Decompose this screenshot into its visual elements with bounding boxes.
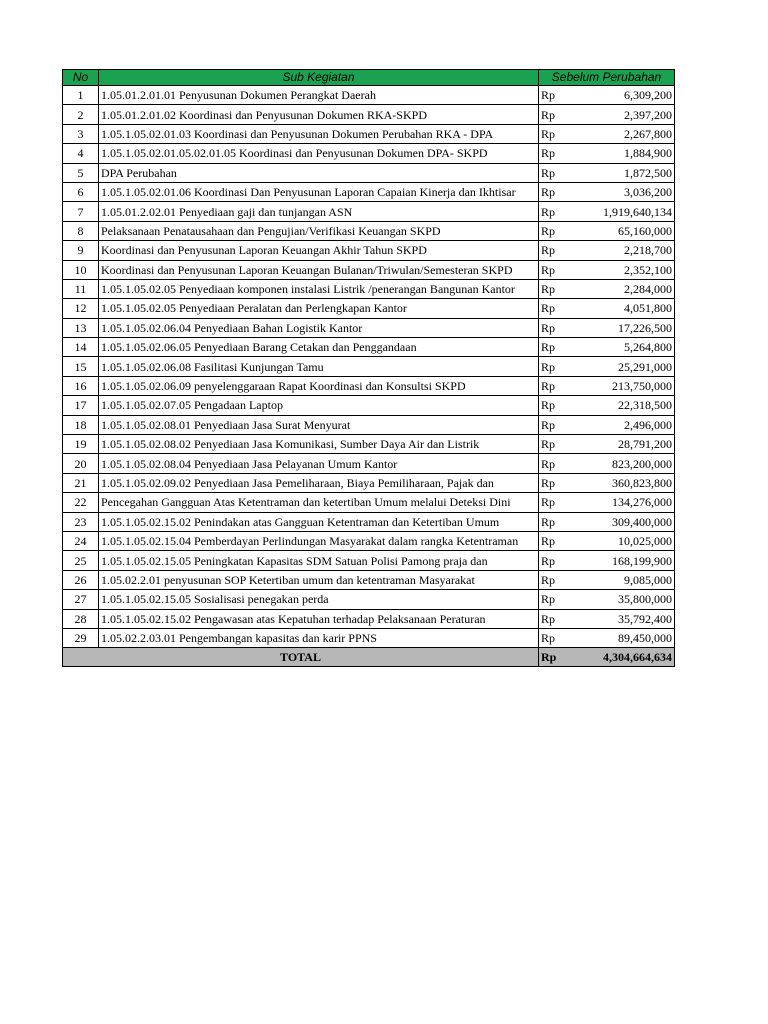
row-currency: Rp bbox=[539, 241, 580, 260]
table-row bbox=[63, 435, 675, 454]
table-row bbox=[63, 241, 675, 260]
row-sub-kegiatan: 1.05.1.05.02.06.09 penyelenggaraan Rapat Koordinasi dan Konsultsi SKPD bbox=[99, 376, 539, 395]
row-sub-kegiatan: 1.05.1.05.02.15.05 Peningkatan Kapasitas SDM Satuan Polisi Pamong praja dan bbox=[99, 551, 539, 570]
row-amount: 35,792,400 bbox=[580, 609, 675, 628]
row-currency: Rp bbox=[539, 570, 580, 589]
table-row bbox=[63, 454, 675, 473]
header-sub-kegiatan: Sub Kegiatan bbox=[99, 70, 539, 86]
row-sub-kegiatan: 1.05.1.05.02.06.04 Penyediaan Bahan Logistik Kantor bbox=[99, 318, 539, 337]
row-amount: 360,823,800 bbox=[580, 473, 675, 492]
table-row bbox=[63, 415, 675, 434]
row-amount: 22,318,500 bbox=[580, 396, 675, 415]
table-row bbox=[63, 357, 675, 376]
row-currency: Rp bbox=[539, 221, 580, 240]
table-row bbox=[63, 570, 675, 589]
row-amount: 2,284,000 bbox=[580, 279, 675, 298]
row-no: 10 bbox=[63, 260, 99, 279]
row-no: 26 bbox=[63, 570, 99, 589]
row-amount: 35,800,000 bbox=[580, 590, 675, 609]
row-sub-kegiatan: 1.05.1.05.02.01.06 Koordinasi Dan Penyusunan Laporan Capaian Kinerja dan Ikhtisar bbox=[99, 182, 539, 201]
row-amount: 309,400,000 bbox=[580, 512, 675, 531]
row-currency: Rp bbox=[539, 357, 580, 376]
row-currency: Rp bbox=[539, 493, 580, 512]
row-no: 19 bbox=[63, 435, 99, 454]
row-sub-kegiatan: 1.05.01.2.02.01 Penyediaan gaji dan tunjangan ASN bbox=[99, 202, 539, 221]
row-no: 15 bbox=[63, 357, 99, 376]
row-sub-kegiatan: 1.05.1.05.02.08.02 Penyediaan Jasa Komunikasi, Sumber Daya Air dan Listrik bbox=[99, 435, 539, 454]
header-no: No bbox=[63, 70, 99, 86]
row-no: 17 bbox=[63, 396, 99, 415]
row-sub-kegiatan: DPA Perubahan bbox=[99, 163, 539, 182]
row-sub-kegiatan: 1.05.1.05.02.01.05.02.01.05 Koordinasi dan Penyusunan Dokumen DPA- SKPD bbox=[99, 144, 539, 163]
row-currency: Rp bbox=[539, 86, 580, 105]
row-sub-kegiatan: Pelaksanaan Penatausahaan dan Pengujian/Verifikasi Keuangan SKPD bbox=[99, 221, 539, 240]
row-amount: 1,884,900 bbox=[580, 144, 675, 163]
row-sub-kegiatan: 1.05.1.05.02.06.08 Fasilitasi Kunjungan Tamu bbox=[99, 357, 539, 376]
row-sub-kegiatan: 1.05.02.2.01 penyusunan SOP Ketertiban umum dan ketentraman Masyarakat bbox=[99, 570, 539, 589]
row-no: 24 bbox=[63, 531, 99, 550]
row-sub-kegiatan: 1.05.1.05.02.15.02 Pengawasan atas Kepatuhan terhadap Pelaksanaan Peraturan bbox=[99, 609, 539, 628]
row-currency: Rp bbox=[539, 260, 580, 279]
table-row bbox=[63, 221, 675, 240]
header-row bbox=[63, 70, 675, 86]
row-no: 1 bbox=[63, 86, 99, 105]
row-no: 22 bbox=[63, 493, 99, 512]
row-no: 18 bbox=[63, 415, 99, 434]
row-sub-kegiatan: Koordinasi dan Penyusunan Laporan Keuangan Akhir Tahun SKPD bbox=[99, 241, 539, 260]
row-currency: Rp bbox=[539, 124, 580, 143]
total-row bbox=[63, 648, 675, 667]
table-row bbox=[63, 182, 675, 201]
table-row bbox=[63, 318, 675, 337]
row-amount: 6,309,200 bbox=[580, 86, 675, 105]
table-row bbox=[63, 628, 675, 647]
table-row bbox=[63, 512, 675, 531]
row-no: 29 bbox=[63, 628, 99, 647]
row-amount: 134,276,000 bbox=[580, 493, 675, 512]
row-sub-kegiatan: 1.05.1.05.02.05 Penyediaan Peralatan dan Perlengkapan Kantor bbox=[99, 299, 539, 318]
row-amount: 3,036,200 bbox=[580, 182, 675, 201]
row-sub-kegiatan: Pencegahan Gangguan Atas Ketentraman dan ketertiban Umum melalui Deteksi Dini bbox=[99, 493, 539, 512]
row-currency: Rp bbox=[539, 163, 580, 182]
table-body bbox=[63, 86, 675, 648]
table-row bbox=[63, 609, 675, 628]
row-no: 20 bbox=[63, 454, 99, 473]
row-sub-kegiatan: 1.05.1.05.02.15.05 Sosialisasi penegakan perda bbox=[99, 590, 539, 609]
row-currency: Rp bbox=[539, 279, 580, 298]
row-currency: Rp bbox=[539, 299, 580, 318]
row-currency: Rp bbox=[539, 376, 580, 395]
row-sub-kegiatan: 1.05.01.2.01.01 Penyusunan Dokumen Perangkat Daerah bbox=[99, 86, 539, 105]
row-amount: 25,291,000 bbox=[580, 357, 675, 376]
row-sub-kegiatan: 1.05.1.05.02.08.04 Penyediaan Jasa Pelayanan Umum Kantor bbox=[99, 454, 539, 473]
row-no: 9 bbox=[63, 241, 99, 260]
row-amount: 9,085,000 bbox=[580, 570, 675, 589]
row-amount: 17,226,500 bbox=[580, 318, 675, 337]
row-no: 13 bbox=[63, 318, 99, 337]
row-currency: Rp bbox=[539, 182, 580, 201]
row-amount: 2,397,200 bbox=[580, 105, 675, 124]
row-no: 6 bbox=[63, 182, 99, 201]
total-label: TOTAL bbox=[63, 648, 539, 667]
table-row bbox=[63, 493, 675, 512]
row-sub-kegiatan: 1.05.1.05.02.07.05 Pengadaan Laptop bbox=[99, 396, 539, 415]
row-sub-kegiatan: 1.05.02.2.03.01 Pengembangan kapasitas dan karir PPNS bbox=[99, 628, 539, 647]
row-amount: 4,051,800 bbox=[580, 299, 675, 318]
row-amount: 2,496,000 bbox=[580, 415, 675, 434]
row-sub-kegiatan: 1.05.1.05.02.06.05 Penyediaan Barang Cetakan dan Penggandaan bbox=[99, 338, 539, 357]
row-no: 14 bbox=[63, 338, 99, 357]
row-amount: 28,791,200 bbox=[580, 435, 675, 454]
row-no: 25 bbox=[63, 551, 99, 570]
row-currency: Rp bbox=[539, 628, 580, 647]
row-currency: Rp bbox=[539, 435, 580, 454]
row-amount: 1,919,640,134 bbox=[580, 202, 675, 221]
total-currency: Rp bbox=[539, 648, 580, 667]
row-currency: Rp bbox=[539, 202, 580, 221]
budget-table bbox=[62, 69, 675, 667]
row-no: 4 bbox=[63, 144, 99, 163]
row-no: 11 bbox=[63, 279, 99, 298]
row-currency: Rp bbox=[539, 454, 580, 473]
row-amount: 89,450,000 bbox=[580, 628, 675, 647]
row-sub-kegiatan: 1.05.1.05.02.01.03 Koordinasi dan Penyusunan Dokumen Perubahan RKA - DPA bbox=[99, 124, 539, 143]
row-amount: 213,750,000 bbox=[580, 376, 675, 395]
row-amount: 10,025,000 bbox=[580, 531, 675, 550]
row-no: 21 bbox=[63, 473, 99, 492]
table-row bbox=[63, 590, 675, 609]
table-row bbox=[63, 551, 675, 570]
row-amount: 2,267,800 bbox=[580, 124, 675, 143]
row-currency: Rp bbox=[539, 105, 580, 124]
row-no: 27 bbox=[63, 590, 99, 609]
table-row bbox=[63, 163, 675, 182]
row-sub-kegiatan: Koordinasi dan Penyusunan Laporan Keuangan Bulanan/Triwulan/Semesteran SKPD bbox=[99, 260, 539, 279]
row-amount: 65,160,000 bbox=[580, 221, 675, 240]
row-no: 2 bbox=[63, 105, 99, 124]
table-row bbox=[63, 531, 675, 550]
table-row bbox=[63, 202, 675, 221]
row-amount: 823,200,000 bbox=[580, 454, 675, 473]
row-no: 28 bbox=[63, 609, 99, 628]
table-row bbox=[63, 338, 675, 357]
row-amount: 168,199,900 bbox=[580, 551, 675, 570]
table-row bbox=[63, 144, 675, 163]
row-no: 23 bbox=[63, 512, 99, 531]
table-row bbox=[63, 260, 675, 279]
total-amount: 4,304,664,634 bbox=[580, 648, 675, 667]
table-row bbox=[63, 105, 675, 124]
row-currency: Rp bbox=[539, 473, 580, 492]
row-currency: Rp bbox=[539, 144, 580, 163]
row-currency: Rp bbox=[539, 590, 580, 609]
row-sub-kegiatan: 1.05.1.05.02.05 Penyediaan komponen instalasi Listrik /penerangan Bangunan Kantor bbox=[99, 279, 539, 298]
row-sub-kegiatan: 1.05.1.05.02.15.04 Pemberdayan Perlindungan Masyarakat dalam rangka Ketentraman bbox=[99, 531, 539, 550]
table-row bbox=[63, 124, 675, 143]
row-amount: 5,264,800 bbox=[580, 338, 675, 357]
row-currency: Rp bbox=[539, 512, 580, 531]
row-sub-kegiatan: 1.05.01.2.01.02 Koordinasi dan Penyusunan Dokumen RKA-SKPD bbox=[99, 105, 539, 124]
row-no: 12 bbox=[63, 299, 99, 318]
table-row bbox=[63, 396, 675, 415]
row-amount: 2,352,100 bbox=[580, 260, 675, 279]
row-no: 7 bbox=[63, 202, 99, 221]
row-amount: 2,218,700 bbox=[580, 241, 675, 260]
row-sub-kegiatan: 1.05.1.05.02.08.01 Penyediaan Jasa Surat Menyurat bbox=[99, 415, 539, 434]
table-row bbox=[63, 86, 675, 105]
row-currency: Rp bbox=[539, 609, 580, 628]
row-currency: Rp bbox=[539, 318, 580, 337]
table-row bbox=[63, 279, 675, 298]
row-currency: Rp bbox=[539, 531, 580, 550]
table-row bbox=[63, 473, 675, 492]
row-amount: 1,872,500 bbox=[580, 163, 675, 182]
row-currency: Rp bbox=[539, 338, 580, 357]
table-row bbox=[63, 376, 675, 395]
row-no: 3 bbox=[63, 124, 99, 143]
row-currency: Rp bbox=[539, 551, 580, 570]
row-currency: Rp bbox=[539, 415, 580, 434]
row-no: 8 bbox=[63, 221, 99, 240]
row-currency: Rp bbox=[539, 396, 580, 415]
row-sub-kegiatan: 1.05.1.05.02.15.02 Penindakan atas Gangguan Ketentraman dan Ketertiban Umum bbox=[99, 512, 539, 531]
row-no: 16 bbox=[63, 376, 99, 395]
row-no: 5 bbox=[63, 163, 99, 182]
header-sebelum-perubahan: Sebelum Perubahan bbox=[539, 70, 675, 86]
table-row bbox=[63, 299, 675, 318]
row-sub-kegiatan: 1.05.1.05.02.09.02 Penyediaan Jasa Pemeliharaan, Biaya Pemiliharaan, Pajak dan bbox=[99, 473, 539, 492]
